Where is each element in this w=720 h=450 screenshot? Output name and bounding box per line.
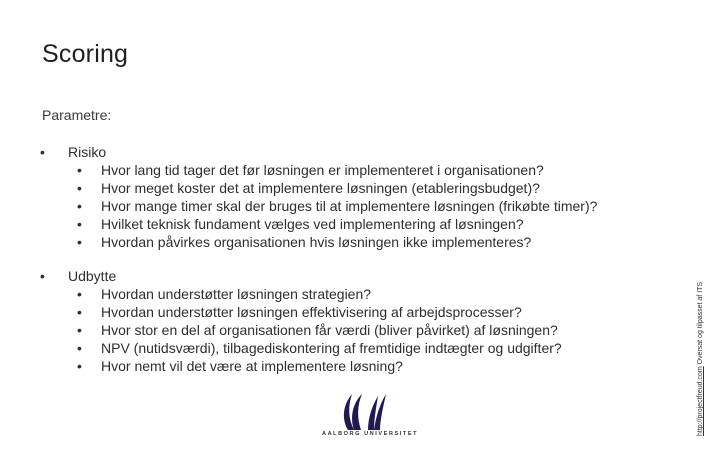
list-item: • Hvordan påvirkes organisationen hvis løsningen ikke implementeres?: [77, 234, 532, 250]
logo-text: AALBORG UNIVERSITET: [322, 431, 419, 437]
list-item: • Hvor lang tid tager det før løsningen er implementeret i organisationen?: [77, 162, 544, 178]
parameters-label: Parametre:: [42, 107, 112, 123]
list-item: • Hvordan understøtter løsningen effektivisering af arbejdsprocesser?: [77, 304, 522, 320]
list-item: • Hvor mange timer skal der bruges til at implementere løsningen (frikøbte timer)?: [77, 198, 598, 214]
section-udbytte: [40, 267, 562, 375]
bullet: •: [40, 144, 45, 160]
list-item: • Hvilket teknisk fundament vælges ved implementering af løsningen?: [77, 216, 524, 232]
list-item: • Hvordan understøtter løsningen strategien?: [77, 286, 372, 302]
list-item: • Hvor meget koster det at implementere løsningen (etableringsbudget)?: [77, 180, 540, 196]
list-item: • Hvor nemt vil det være at implementere løsning?: [77, 358, 403, 374]
source-note: [697, 282, 704, 436]
source-text: Oversat og tilpasset af ITS: [697, 281, 704, 367]
wave-mark-icon: [318, 388, 412, 432]
bullet: •: [40, 268, 45, 284]
list-item: • NPV (nutidsværdi), tilbagediskontering af fremtidige indtægter og udgifter?: [77, 340, 562, 356]
section-heading: Risiko: [68, 144, 107, 160]
slide-title: Scoring: [42, 40, 129, 68]
section-risiko: [40, 143, 597, 251]
udbytte-list: [40, 285, 562, 375]
list-item: • Hvor stor en del af organisationen får værdi (bliver påvirket) af løsningen?: [77, 322, 558, 338]
source-link[interactable]: http://projectfreud.com: [697, 366, 704, 436]
risiko-list: [40, 161, 597, 251]
section-heading: Udbytte: [68, 268, 117, 284]
